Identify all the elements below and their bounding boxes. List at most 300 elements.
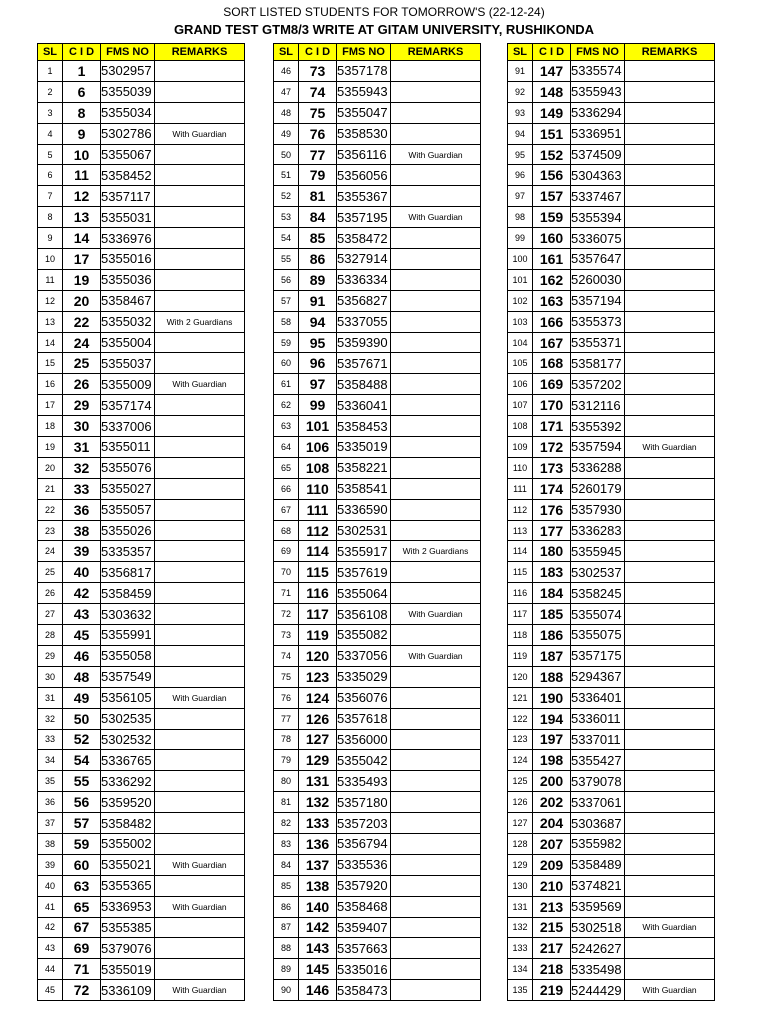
- sl-cell: 124: [508, 750, 533, 771]
- sl-cell: 6: [38, 165, 63, 186]
- cid-cell: 169: [533, 374, 571, 395]
- fms-no-cell: 5335498: [571, 959, 625, 980]
- sl-cell: 118: [508, 625, 533, 646]
- sl-cell: 11: [38, 269, 63, 290]
- fms-no-cell: 5356794: [337, 833, 391, 854]
- fms-no-cell: 5358472: [337, 228, 391, 249]
- cid-cell: 79: [299, 165, 337, 186]
- remarks-cell: With 2 Guardians: [155, 311, 245, 332]
- fms-no-cell: 5312116: [571, 395, 625, 416]
- fms-no-cell: 5336011: [571, 708, 625, 729]
- sl-cell: 108: [508, 416, 533, 437]
- cid-cell: 142: [299, 917, 337, 938]
- table-row: [274, 144, 481, 165]
- sl-cell: 3: [38, 102, 63, 123]
- fms-no-cell: 5355064: [337, 583, 391, 604]
- cid-cell: 198: [533, 750, 571, 771]
- sl-cell: 61: [274, 374, 299, 395]
- table-row: [38, 499, 245, 520]
- cid-cell: 180: [533, 541, 571, 562]
- cid-cell: 188: [533, 666, 571, 687]
- table-row: [38, 249, 245, 270]
- header-cid: C I D: [299, 44, 337, 61]
- remarks-cell: [155, 186, 245, 207]
- table-row: [274, 854, 481, 875]
- remarks-cell: [625, 687, 715, 708]
- cid-cell: 40: [63, 562, 101, 583]
- fms-no-cell: 5355067: [101, 144, 155, 165]
- remarks-cell: [391, 395, 481, 416]
- table-row: [508, 959, 715, 980]
- table-row: [274, 207, 481, 228]
- table-row: [274, 102, 481, 123]
- table-row: [274, 123, 481, 144]
- remarks-cell: With Guardian: [155, 854, 245, 875]
- fms-no-cell: 5379078: [571, 771, 625, 792]
- fms-no-cell: 5304363: [571, 165, 625, 186]
- cid-cell: 76: [299, 123, 337, 144]
- table-row: [38, 416, 245, 437]
- sl-cell: 98: [508, 207, 533, 228]
- table-row: [508, 917, 715, 938]
- remarks-cell: [625, 478, 715, 499]
- sl-cell: 12: [38, 290, 63, 311]
- table-row: [274, 959, 481, 980]
- remarks-cell: [155, 416, 245, 437]
- table-row: [508, 750, 715, 771]
- remarks-cell: [155, 813, 245, 834]
- remarks-cell: [155, 207, 245, 228]
- remarks-cell: [391, 457, 481, 478]
- fms-no-cell: 5337011: [571, 729, 625, 750]
- remarks-cell: [625, 332, 715, 353]
- fms-no-cell: 5356817: [101, 562, 155, 583]
- table-row: [274, 437, 481, 458]
- sl-cell: 111: [508, 478, 533, 499]
- sl-cell: 5: [38, 144, 63, 165]
- cid-cell: 49: [63, 687, 101, 708]
- cid-cell: 215: [533, 917, 571, 938]
- table-row: [38, 917, 245, 938]
- fms-no-cell: 5302786: [101, 123, 155, 144]
- fms-no-cell: 5302537: [571, 562, 625, 583]
- remarks-cell: [391, 625, 481, 646]
- header-fms-no: FMS NO: [337, 44, 391, 61]
- sl-cell: 34: [38, 750, 63, 771]
- remarks-cell: [391, 980, 481, 1001]
- sl-cell: 133: [508, 938, 533, 959]
- table-row: [508, 123, 715, 144]
- cid-cell: 167: [533, 332, 571, 353]
- sl-cell: 40: [38, 875, 63, 896]
- remarks-cell: [625, 875, 715, 896]
- table-row: [38, 583, 245, 604]
- fms-no-cell: 5357174: [101, 395, 155, 416]
- remarks-cell: [625, 813, 715, 834]
- cid-cell: 168: [533, 353, 571, 374]
- sl-cell: 73: [274, 625, 299, 646]
- remarks-cell: [625, 374, 715, 395]
- fms-no-cell: 5355036: [101, 269, 155, 290]
- remarks-cell: [391, 374, 481, 395]
- table-row: [274, 771, 481, 792]
- remarks-cell: [625, 604, 715, 625]
- table-row: [274, 750, 481, 771]
- sl-cell: 95: [508, 144, 533, 165]
- fms-no-cell: 5357671: [337, 353, 391, 374]
- sl-cell: 135: [508, 980, 533, 1001]
- cid-cell: 186: [533, 625, 571, 646]
- table-row: [508, 854, 715, 875]
- sl-cell: 76: [274, 687, 299, 708]
- fms-no-cell: 5356056: [337, 165, 391, 186]
- header-cid: C I D: [533, 44, 571, 61]
- fms-no-cell: 5336288: [571, 457, 625, 478]
- sl-cell: 46: [274, 61, 299, 82]
- fms-no-cell: 5355011: [101, 437, 155, 458]
- table-row: [508, 813, 715, 834]
- cid-cell: 42: [63, 583, 101, 604]
- fms-no-cell: 5355027: [101, 478, 155, 499]
- sl-cell: 86: [274, 896, 299, 917]
- table-row: [38, 562, 245, 583]
- sl-cell: 90: [274, 980, 299, 1001]
- table-row: [38, 102, 245, 123]
- table-row: [38, 437, 245, 458]
- table-row: [38, 854, 245, 875]
- remarks-cell: [391, 81, 481, 102]
- cid-cell: 95: [299, 332, 337, 353]
- cid-cell: 59: [63, 833, 101, 854]
- table-row: [508, 478, 715, 499]
- fms-no-cell: 5355385: [101, 917, 155, 938]
- cid-cell: 197: [533, 729, 571, 750]
- cid-cell: 24: [63, 332, 101, 353]
- table-row: [274, 541, 481, 562]
- sl-cell: 93: [508, 102, 533, 123]
- cid-cell: 73: [299, 61, 337, 82]
- sl-cell: 116: [508, 583, 533, 604]
- fms-no-cell: 5356076: [337, 687, 391, 708]
- cid-cell: 77: [299, 144, 337, 165]
- table-row: [508, 875, 715, 896]
- remarks-cell: With Guardian: [391, 144, 481, 165]
- sl-cell: 18: [38, 416, 63, 437]
- remarks-cell: [391, 290, 481, 311]
- remarks-cell: [391, 478, 481, 499]
- sl-cell: 113: [508, 520, 533, 541]
- table-row: [508, 687, 715, 708]
- remarks-cell: [155, 332, 245, 353]
- cid-cell: 108: [299, 457, 337, 478]
- remarks-cell: [155, 833, 245, 854]
- table-row: [508, 186, 715, 207]
- remarks-cell: [391, 353, 481, 374]
- remarks-cell: [625, 499, 715, 520]
- table-row: [38, 813, 245, 834]
- table-row: [274, 269, 481, 290]
- cid-cell: 85: [299, 228, 337, 249]
- fms-no-cell: 5355037: [101, 353, 155, 374]
- sl-cell: 49: [274, 123, 299, 144]
- sl-cell: 87: [274, 917, 299, 938]
- fms-no-cell: 5358488: [337, 374, 391, 395]
- fms-no-cell: 5357920: [337, 875, 391, 896]
- remarks-cell: [625, 102, 715, 123]
- remarks-cell: [155, 165, 245, 186]
- cid-cell: 177: [533, 520, 571, 541]
- fms-no-cell: 5355042: [337, 750, 391, 771]
- remarks-cell: [625, 144, 715, 165]
- fms-no-cell: 5303687: [571, 813, 625, 834]
- fms-no-cell: 5355917: [337, 541, 391, 562]
- cid-cell: 157: [533, 186, 571, 207]
- header-sl: SL: [274, 44, 299, 61]
- fms-no-cell: 5355082: [337, 625, 391, 646]
- remarks-cell: [625, 771, 715, 792]
- sl-cell: 77: [274, 708, 299, 729]
- sl-cell: 38: [38, 833, 63, 854]
- cid-cell: 29: [63, 395, 101, 416]
- cid-cell: 185: [533, 604, 571, 625]
- fms-no-cell: 5336401: [571, 687, 625, 708]
- table-row: [38, 938, 245, 959]
- sl-cell: 42: [38, 917, 63, 938]
- table-row: [274, 61, 481, 82]
- sl-cell: 85: [274, 875, 299, 896]
- table-row: [508, 311, 715, 332]
- remarks-cell: [391, 332, 481, 353]
- fms-no-cell: 5336075: [571, 228, 625, 249]
- fms-no-cell: 5355392: [571, 416, 625, 437]
- sl-cell: 68: [274, 520, 299, 541]
- cid-cell: 161: [533, 249, 571, 270]
- fms-no-cell: 5357195: [337, 207, 391, 228]
- remarks-cell: [155, 562, 245, 583]
- cid-cell: 14: [63, 228, 101, 249]
- remarks-cell: [625, 708, 715, 729]
- table-row: [274, 478, 481, 499]
- table-row: [274, 875, 481, 896]
- sl-cell: 13: [38, 311, 63, 332]
- sl-cell: 120: [508, 666, 533, 687]
- fms-no-cell: 5336765: [101, 750, 155, 771]
- table-row: [508, 625, 715, 646]
- fms-no-cell: 5374821: [571, 875, 625, 896]
- sl-cell: 130: [508, 875, 533, 896]
- table-row: [274, 416, 481, 437]
- table-row: [274, 896, 481, 917]
- remarks-cell: [391, 854, 481, 875]
- cid-cell: 13: [63, 207, 101, 228]
- remarks-cell: [155, 395, 245, 416]
- table-row: [508, 228, 715, 249]
- fms-no-cell: 5355943: [571, 81, 625, 102]
- remarks-cell: [625, 269, 715, 290]
- sl-cell: 100: [508, 249, 533, 270]
- table-row: [38, 353, 245, 374]
- table-row: [508, 520, 715, 541]
- table-row: [274, 81, 481, 102]
- sl-cell: 115: [508, 562, 533, 583]
- table-row: [38, 395, 245, 416]
- cid-cell: 183: [533, 562, 571, 583]
- sl-cell: 21: [38, 478, 63, 499]
- fms-no-cell: 5358482: [101, 813, 155, 834]
- cid-cell: 106: [299, 437, 337, 458]
- sl-cell: 102: [508, 290, 533, 311]
- sl-cell: 125: [508, 771, 533, 792]
- cid-cell: 146: [299, 980, 337, 1001]
- remarks-cell: [625, 520, 715, 541]
- fms-no-cell: 5303632: [101, 604, 155, 625]
- cid-cell: 160: [533, 228, 571, 249]
- sl-cell: 103: [508, 311, 533, 332]
- fms-no-cell: 5327914: [337, 249, 391, 270]
- fms-no-cell: 5355057: [101, 499, 155, 520]
- table-row: [274, 938, 481, 959]
- fms-no-cell: 5357663: [337, 938, 391, 959]
- table-row: [274, 687, 481, 708]
- fms-no-cell: 5336109: [101, 980, 155, 1001]
- cid-cell: 116: [299, 583, 337, 604]
- table-row: [38, 457, 245, 478]
- table-row: [38, 228, 245, 249]
- remarks-cell: [625, 562, 715, 583]
- remarks-cell: [625, 541, 715, 562]
- sl-cell: 80: [274, 771, 299, 792]
- table-row: [38, 374, 245, 395]
- fms-no-cell: 5335493: [337, 771, 391, 792]
- sl-cell: 67: [274, 499, 299, 520]
- sl-cell: 97: [508, 186, 533, 207]
- sl-cell: 23: [38, 520, 63, 541]
- cid-cell: 174: [533, 478, 571, 499]
- fms-no-cell: 5358459: [101, 583, 155, 604]
- remarks-cell: [625, 666, 715, 687]
- sl-cell: 82: [274, 813, 299, 834]
- table-row: [508, 938, 715, 959]
- cid-cell: 94: [299, 311, 337, 332]
- cid-cell: 148: [533, 81, 571, 102]
- remarks-cell: [625, 81, 715, 102]
- sl-cell: 132: [508, 917, 533, 938]
- fms-no-cell: 5336294: [571, 102, 625, 123]
- fms-no-cell: 5336041: [337, 395, 391, 416]
- cid-cell: 114: [299, 541, 337, 562]
- fms-no-cell: 5355427: [571, 750, 625, 771]
- table-row: [508, 980, 715, 1001]
- remarks-cell: [155, 61, 245, 82]
- sl-cell: 94: [508, 123, 533, 144]
- fms-no-cell: 5355021: [101, 854, 155, 875]
- cid-cell: 56: [63, 792, 101, 813]
- cid-cell: 86: [299, 249, 337, 270]
- cid-cell: 97: [299, 374, 337, 395]
- sl-cell: 122: [508, 708, 533, 729]
- remarks-cell: With Guardian: [391, 645, 481, 666]
- table-row: [508, 666, 715, 687]
- cid-cell: 48: [63, 666, 101, 687]
- fms-no-cell: 5355394: [571, 207, 625, 228]
- fms-no-cell: 5355032: [101, 311, 155, 332]
- student-table-1: [37, 43, 245, 1001]
- table-row: [38, 290, 245, 311]
- remarks-cell: [155, 938, 245, 959]
- fms-no-cell: 5335357: [101, 541, 155, 562]
- sl-cell: 47: [274, 81, 299, 102]
- table-row: [508, 457, 715, 478]
- remarks-cell: [155, 708, 245, 729]
- fms-no-cell: 5355002: [101, 833, 155, 854]
- sl-cell: 45: [38, 980, 63, 1001]
- remarks-cell: [155, 729, 245, 750]
- remarks-cell: [625, 750, 715, 771]
- remarks-cell: [391, 499, 481, 520]
- cid-cell: 75: [299, 102, 337, 123]
- fms-no-cell: 5336292: [101, 771, 155, 792]
- fms-no-cell: 5357175: [571, 645, 625, 666]
- sl-cell: 58: [274, 311, 299, 332]
- fms-no-cell: 5358468: [337, 896, 391, 917]
- fms-no-cell: 5355373: [571, 311, 625, 332]
- table-row: [38, 980, 245, 1001]
- sl-cell: 17: [38, 395, 63, 416]
- table-row: [274, 562, 481, 583]
- header-remarks: REMARKS: [391, 44, 481, 61]
- cid-cell: 11: [63, 165, 101, 186]
- table-row: [274, 311, 481, 332]
- fms-no-cell: 5357203: [337, 813, 391, 834]
- sl-cell: 134: [508, 959, 533, 980]
- table-row: [274, 625, 481, 646]
- fms-no-cell: 5358530: [337, 123, 391, 144]
- sl-cell: 78: [274, 729, 299, 750]
- table-row: [38, 666, 245, 687]
- sl-cell: 33: [38, 729, 63, 750]
- fms-no-cell: 5358453: [337, 416, 391, 437]
- cid-cell: 145: [299, 959, 337, 980]
- table-row: [508, 562, 715, 583]
- table-row: [274, 520, 481, 541]
- sl-cell: 50: [274, 144, 299, 165]
- fms-no-cell: 5337055: [337, 311, 391, 332]
- table-row: [274, 186, 481, 207]
- remarks-cell: [391, 771, 481, 792]
- sl-cell: 88: [274, 938, 299, 959]
- table-row: [508, 290, 715, 311]
- sl-cell: 69: [274, 541, 299, 562]
- remarks-cell: [625, 353, 715, 374]
- sl-cell: 66: [274, 478, 299, 499]
- fms-no-cell: 5355075: [571, 625, 625, 646]
- fms-no-cell: 5358177: [571, 353, 625, 374]
- table-row: [38, 332, 245, 353]
- cid-cell: 57: [63, 813, 101, 834]
- cid-cell: 46: [63, 645, 101, 666]
- fms-no-cell: 5356105: [101, 687, 155, 708]
- fms-no-cell: 5358473: [337, 980, 391, 1001]
- table-row: [38, 144, 245, 165]
- remarks-cell: [391, 792, 481, 813]
- cid-cell: 84: [299, 207, 337, 228]
- remarks-cell: [625, 896, 715, 917]
- cid-cell: 138: [299, 875, 337, 896]
- cid-cell: 166: [533, 311, 571, 332]
- sl-cell: 65: [274, 457, 299, 478]
- fms-no-cell: 5356108: [337, 604, 391, 625]
- sl-cell: 35: [38, 771, 63, 792]
